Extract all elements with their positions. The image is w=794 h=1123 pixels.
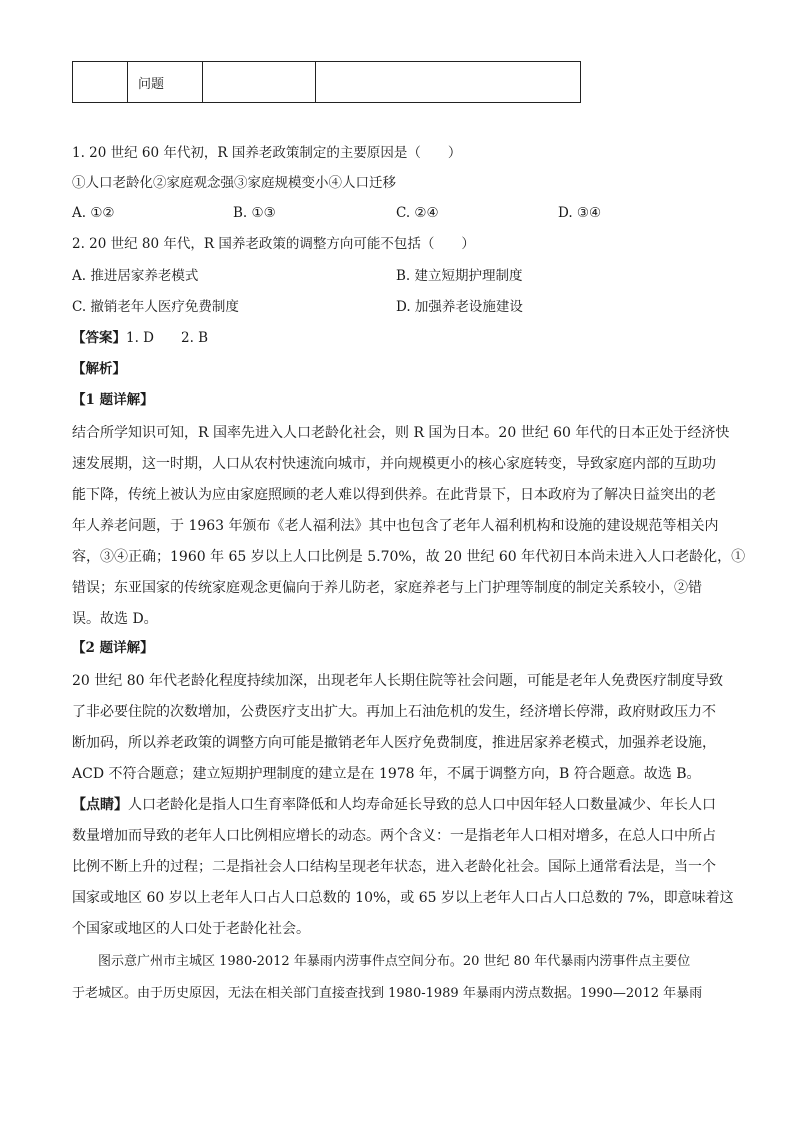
question-1-option-a: A. ①② xyxy=(72,205,115,221)
paragraph-line: 速发展期，这一时期，人口从农村快速流向城市，并向规模更小的核心家庭转变，导致家庭内部的互助功 xyxy=(72,456,716,472)
table-row xyxy=(73,62,581,103)
paragraph-line: 20 世纪 80 年代老龄化程度持续加深，出现老年人长期住院等社会问题，可能是老年人免费医疗制度导致 xyxy=(72,673,723,689)
detail-2-paragraph xyxy=(72,666,722,790)
detail-1-label: 【1 题详解】 xyxy=(72,392,154,408)
question-1-option-d: D. ③④ xyxy=(558,205,602,221)
paragraph-line: 于老城区。由于历史原因，无法在相关部门直接查找到 1980-1989 年暴雨内涝点数据。1990—2012 年暴雨 xyxy=(72,986,703,1001)
paragraph-line: 断加码，所以养老政策的调整方向可能是撤销老年人医疗免费制度，推进居家养老模式，加强养老设施， xyxy=(72,735,716,751)
answer-line xyxy=(72,328,208,348)
paragraph-line: 错误；东亚国家的传统家庭观念更偏向于养儿防老，家庭养老与上门护理等制度的制定关系较小，②错 xyxy=(72,580,702,596)
detail-1-paragraph xyxy=(72,418,746,635)
question-1-option-c: C. ②④ xyxy=(396,205,439,221)
paragraph-line: 误。故选 D。 xyxy=(72,611,158,627)
note-line-text: 人口老龄化是指人口生育率降低和人均寿命延长导致的总人口中因年轻人口数量减少、年长人口 xyxy=(128,797,716,813)
note-label: 【点睛】 xyxy=(72,797,128,813)
paragraph-line: 年人养老问题，于 1963 年颁布《老人福利法》其中也包含了老年人福利机构和设施的建设规范等相关内 xyxy=(72,518,719,534)
question-1-option-b: B. ①③ xyxy=(233,205,276,221)
table-cell xyxy=(203,62,316,103)
partial-table xyxy=(72,61,581,103)
note-paragraph xyxy=(72,790,734,945)
paragraph-line xyxy=(72,790,722,821)
question-1-stem: 1. 20 世纪 60 年代初，R 国养老政策制定的主要原因是（ ） xyxy=(72,145,462,161)
paragraph-line: 个国家或地区的人口处于老龄化社会。 xyxy=(72,921,310,937)
answer-text: 1. D 2. B xyxy=(126,330,209,346)
paragraph-line: 能下降，传统上被认为应由家庭照顾的老人难以得到供养。在此背景下，日本政府为了解决日益突出的老 xyxy=(72,487,716,503)
paragraph-line: 了非必要住院的次数增加，公费医疗支出扩大。再加上石油危机的发生，经济增长停滞，政府财政压力不 xyxy=(72,704,716,720)
question-1-items: ①人口老龄化②家庭观念强③家庭规模变小④人口迁移 xyxy=(72,175,396,191)
paragraph-line: 结合所学知识可知，R 国率先进入人口老龄化社会，则 R 国为日本。20 世纪 60 年代的日本正处于经济快 xyxy=(72,425,730,441)
question-2-stem: 2. 20 世纪 80 年代，R 国养老政策的调整方向可能不包括（ ） xyxy=(72,236,475,252)
question-2-option-a: A. 推进居家养老模式 xyxy=(72,268,199,284)
paragraph-line: 数量增加而导致的老年人口比例相应增长的动态。两个含义：一是指老年人口相对增多，在总人口中所占 xyxy=(72,828,716,844)
next-question-intro xyxy=(72,946,722,1010)
question-2-option-b: B. 建立短期护理制度 xyxy=(396,268,523,284)
paragraph-line: 容，③④正确；1960 年 65 岁以上人口比例是 5.70%，故 20 世纪 60 年代初日本尚未进入人口老龄化，① xyxy=(72,549,746,565)
question-2-option-c: C. 撤销老年人医疗免费制度 xyxy=(72,299,239,315)
table-cell xyxy=(73,62,128,103)
paragraph-line: 国家或地区 60 岁以上老年人口占人口总数的 10%，或 65 岁以上老年人口占人口总数的 7%，即意味着这 xyxy=(72,890,734,906)
detail-2-label: 【2 题详解】 xyxy=(72,640,154,656)
answer-label: 【答案】 xyxy=(72,330,126,346)
paragraph-line: ACD 不符合题意；建立短期护理制度的建立是在 1978 年，不属于调整方向，B 符合题意。故选 B。 xyxy=(72,766,701,782)
paragraph-line: 图示意广州市主城区 1980-2012 年暴雨内涝事件点空间分布。20 世纪 80 年代暴雨内涝事件点主要位 xyxy=(72,954,691,969)
table-cell-label: 问题 xyxy=(128,62,203,103)
question-2-option-d: D. 加强养老设施建设 xyxy=(396,299,523,315)
analysis-label: 【解析】 xyxy=(72,361,126,377)
table-cell xyxy=(316,62,581,103)
paragraph-line: 比例不断上升的过程；二是指社会人口结构呈现老年状态，进入老龄化社会。国际上通常看法是，当一个 xyxy=(72,859,716,875)
